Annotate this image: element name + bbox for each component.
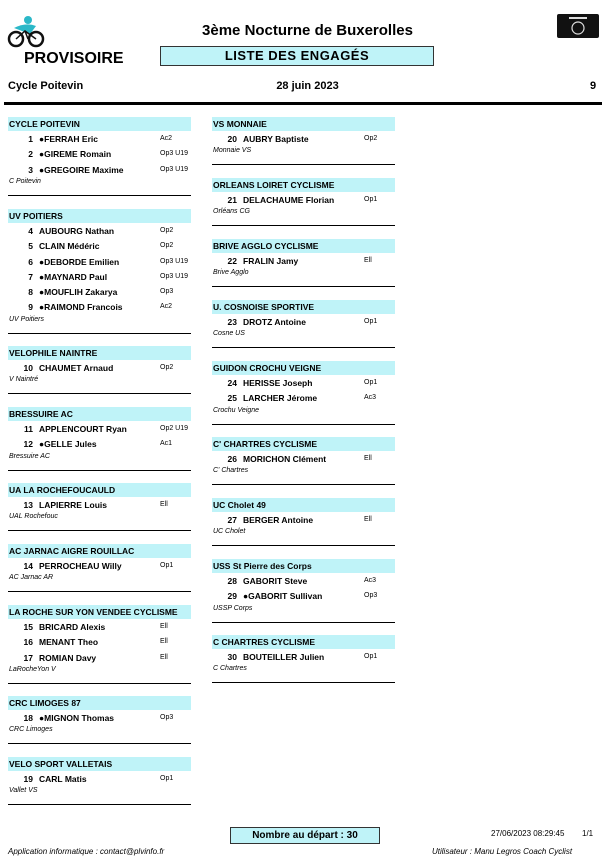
- club-short-name: UAL Rochefouc: [9, 513, 58, 521]
- departures-count: Nombre au départ : 30: [230, 827, 380, 844]
- rider-row: [212, 573, 395, 588]
- rider-row: [212, 131, 395, 146]
- rider-name: LARCHER Jérome: [243, 393, 318, 404]
- club-block: [212, 559, 395, 623]
- club-divider: [212, 286, 395, 287]
- rider-number: 18: [23, 713, 33, 723]
- club-block: [8, 346, 191, 394]
- rider-number: 4: [28, 226, 33, 236]
- rider-name: ●GABORIT Sullivan: [243, 591, 323, 602]
- rider-number: 19: [23, 774, 33, 784]
- rider-category: Ac3: [364, 577, 377, 584]
- club-divider: [212, 682, 395, 683]
- club-block: [212, 361, 395, 425]
- club-divider: [212, 622, 395, 623]
- club-short-name: Cosne US: [213, 330, 245, 338]
- rider-category: Ac1: [160, 440, 173, 448]
- rider-number: 11: [24, 424, 33, 434]
- rider-number: 26: [227, 454, 237, 464]
- rider-name: AUBOURG Nathan: [39, 226, 115, 236]
- rider-category: Ell: [364, 516, 372, 523]
- rider-category: Ell: [160, 623, 168, 630]
- rider-number: 3: [28, 164, 33, 175]
- rider-row: [8, 146, 191, 161]
- rider-row: [212, 375, 395, 390]
- rider-category: Op3: [364, 592, 378, 600]
- rider-number: 13: [23, 500, 33, 510]
- club-short-name: Orléans CG: [213, 208, 250, 216]
- club-divider: [8, 591, 191, 592]
- rider-number: 22: [227, 256, 237, 266]
- club-divider: [8, 804, 191, 805]
- organizer-name: Cycle Poitevin: [8, 80, 84, 92]
- rider-number: 2: [28, 149, 33, 160]
- club-block: [212, 239, 395, 287]
- club-divider: [212, 545, 395, 546]
- rider-row: [8, 269, 191, 284]
- club-name: GUIDON CROCHU VEIGNE: [212, 361, 395, 375]
- club-short-name: Vallet VS: [9, 787, 38, 795]
- list-title: LISTE DES ENGAGÉS: [160, 46, 434, 66]
- rider-category: Op3 U19: [160, 272, 189, 280]
- rider-name: PERROCHEAU Willy: [39, 561, 122, 571]
- club-short-name: AC Jarnac AR: [9, 574, 54, 582]
- club-short-name: C Poitevin: [9, 177, 41, 185]
- club-name: VELO SPORT VALLETAIS: [8, 757, 191, 771]
- club-short-name: Monnaie VS: [213, 147, 252, 155]
- club-short-name: USSP Corps: [213, 604, 253, 612]
- rider-category: Op1: [160, 775, 174, 782]
- rider-row: [212, 253, 395, 268]
- rider-row: [8, 497, 191, 512]
- rider-number: 28: [227, 576, 237, 586]
- rider-category: Op2: [364, 135, 378, 142]
- club-name: UC Cholet 49: [212, 498, 395, 512]
- club-name: UV POITIERS: [8, 209, 191, 223]
- rider-row: [8, 223, 191, 238]
- page-number: 1/1: [582, 829, 594, 838]
- club-block: [212, 635, 395, 683]
- club-divider: [212, 164, 395, 165]
- rider-row: [8, 299, 191, 314]
- rider-category: Op2: [160, 364, 174, 371]
- rider-name: CHAUMET Arnaud: [39, 363, 114, 373]
- app-info: Application informatique : contact@plvinfo.fr: [8, 847, 165, 856]
- club-block: [8, 605, 191, 684]
- rider-category: Op3 U19: [160, 257, 189, 265]
- rider-row: [8, 162, 191, 177]
- club-divider: [8, 530, 191, 531]
- rider-number: 29: [227, 591, 237, 602]
- rider-category: Op1: [364, 379, 378, 386]
- rider-category: Op2: [160, 227, 174, 234]
- club-name: UA LA ROCHEFOUCAULD: [8, 483, 191, 497]
- club-name: VELOPHILE NAINTRE: [8, 346, 191, 360]
- rider-row: [212, 451, 395, 466]
- timestamp: 27/06/2023 08:29:45: [491, 829, 565, 838]
- rider-name: ●MIGNON Thomas: [39, 713, 115, 723]
- rider-category: Op1: [160, 562, 174, 569]
- rider-number: 12: [23, 439, 33, 450]
- club-divider: [8, 333, 191, 334]
- rider-name: ●MAYNARD Paul: [39, 271, 108, 282]
- rider-name: AUBRY Baptiste: [243, 134, 309, 144]
- rider-row: [8, 634, 191, 649]
- rider-row: [8, 421, 191, 436]
- club-short-name: Bressuire AC: [9, 452, 50, 460]
- rider-row: [212, 649, 395, 664]
- rider-name: BRICARD Alexis: [39, 622, 106, 632]
- club-name: U. COSNOISE SPORTIVE: [212, 300, 395, 314]
- rider-row: [212, 314, 395, 329]
- club-short-name: LaRocheYon V: [9, 665, 56, 673]
- rider-row: [212, 512, 395, 527]
- club-short-name: UC Cholet: [213, 528, 246, 536]
- header-count: 9: [590, 80, 597, 92]
- club-block: [212, 498, 395, 546]
- rider-row: [8, 131, 191, 146]
- rider-number: 25: [227, 393, 237, 404]
- rider-number: 14: [23, 561, 33, 571]
- club-short-name: Brive Agglo: [213, 269, 249, 277]
- rider-category: Op3: [160, 288, 174, 296]
- user-info: Utilisateur : Manu Legros Coach Cyclist: [432, 847, 573, 856]
- rider-number: 10: [23, 363, 33, 373]
- rider-name: BERGER Antoine: [243, 515, 314, 525]
- rider-name: LAPIERRE Louis: [39, 500, 108, 510]
- rider-row: [8, 650, 191, 665]
- rider-name: CLAIN Médéric: [39, 241, 100, 252]
- rider-name: HERISSE Joseph: [243, 378, 313, 388]
- club-divider: [212, 484, 395, 485]
- rider-number: 7: [28, 271, 33, 282]
- rider-category: Ac2: [160, 135, 173, 142]
- rider-row: [8, 558, 191, 573]
- rider-category: Op2 U19: [160, 425, 189, 432]
- club-divider: [8, 195, 191, 196]
- club-short-name: C' Chartres: [213, 467, 249, 475]
- event-title: 3ème Nocturne de Buxerolles: [202, 22, 413, 39]
- club-block: [212, 437, 395, 485]
- club-name: CYCLE POITEVIN: [8, 117, 191, 131]
- rider-name: ●GREGOIRE Maxime: [39, 164, 124, 175]
- rider-name: ●GELLE Jules: [39, 439, 97, 450]
- rider-name: DELACHAUME Florian: [243, 195, 335, 205]
- rider-category: Ell: [364, 257, 372, 264]
- club-block: [8, 757, 191, 805]
- rider-name: ●MOUFLIH Zakarya: [39, 287, 118, 298]
- club-name: VS MONNAIE: [212, 117, 395, 131]
- rider-category: Ell: [364, 455, 372, 462]
- club-divider: [8, 743, 191, 744]
- rider-number: 27: [227, 515, 237, 525]
- club-block: [8, 209, 191, 334]
- club-short-name: UV Poitiers: [9, 315, 45, 323]
- rider-category: Op3 U19: [160, 165, 189, 173]
- club-divider: [212, 225, 395, 226]
- rider-name: FRALIN Jamy: [243, 256, 299, 266]
- club-name: ORLEANS LOIRET CYCLISME: [212, 178, 395, 192]
- rider-number: 1: [28, 134, 33, 144]
- rider-row: [8, 710, 191, 725]
- club-block: [8, 407, 191, 471]
- club-name: BRIVE AGGLO CYCLISME: [212, 239, 395, 253]
- rider-name: ●RAIMOND Francois: [39, 302, 123, 313]
- status-label: PROVISOIRE: [24, 50, 124, 67]
- rider-category: Ac3: [364, 394, 377, 402]
- rider-name: APPLENCOURT Ryan: [39, 424, 127, 434]
- rider-row: [8, 360, 191, 375]
- club-divider: [8, 470, 191, 471]
- club-divider: [8, 683, 191, 684]
- rider-category: Op2: [160, 242, 174, 250]
- event-date: 28 juin 2023: [276, 80, 339, 92]
- rider-category: Ell: [160, 638, 168, 646]
- club-divider: [212, 424, 395, 425]
- rider-category: Op1: [364, 653, 378, 660]
- club-name: LA ROCHE SUR YON VENDEE CYCLISME: [8, 605, 191, 619]
- rider-row: [8, 619, 191, 634]
- club-block: [212, 178, 395, 226]
- rider-row: [8, 254, 191, 269]
- rider-name: BOUTEILLER Julien: [243, 652, 325, 662]
- rider-number: 23: [227, 317, 237, 327]
- header-divider: [4, 102, 602, 105]
- rider-row: [8, 771, 191, 786]
- rider-row: [8, 436, 191, 451]
- rider-number: 20: [227, 134, 237, 144]
- rider-name: ●GIREME Romain: [39, 149, 112, 160]
- club-name: C CHARTRES CYCLISME: [212, 635, 395, 649]
- rider-number: 17: [23, 652, 33, 663]
- club-block: [8, 696, 191, 744]
- rider-category: Ac2: [160, 303, 173, 311]
- rider-category: Op1: [364, 318, 378, 325]
- rider-category: Ell: [160, 653, 168, 661]
- rider-number: 16: [23, 637, 33, 648]
- rider-name: CARL Matis: [39, 774, 87, 784]
- club-short-name: Crochu Veigne: [213, 406, 260, 414]
- club-short-name: CRC Limoges: [9, 726, 53, 734]
- rider-name: ●FERRAH Eric: [39, 134, 98, 144]
- rider-number: 21: [227, 195, 237, 205]
- rider-name: MENANT Theo: [39, 637, 99, 648]
- club-name: USS St Pierre des Corps: [212, 559, 395, 573]
- club-block: [8, 544, 191, 592]
- rider-row: [8, 238, 191, 253]
- rider-number: 30: [227, 652, 237, 662]
- club-divider: [212, 347, 395, 348]
- rider-number: 9: [28, 302, 33, 313]
- rider-category: Op3: [160, 714, 174, 721]
- rider-row: [212, 390, 395, 405]
- rider-name: DROTZ Antoine: [243, 317, 306, 327]
- rider-name: ●DEBORDE Emilien: [39, 256, 120, 267]
- rider-name: MORICHON Clément: [243, 454, 327, 464]
- rider-number: 5: [28, 241, 33, 252]
- rider-category: Ell: [160, 501, 168, 508]
- rider-number: 15: [23, 622, 33, 632]
- club-name: C' CHARTRES CYCLISME: [212, 437, 395, 451]
- rider-category: Op3 U19: [160, 150, 189, 158]
- club-block: [8, 483, 191, 531]
- rider-number: 24: [227, 378, 237, 388]
- rider-row: [8, 284, 191, 299]
- club-block: [212, 300, 395, 348]
- rider-name: ROMIAN Davy: [39, 652, 97, 663]
- club-short-name: C Chartres: [213, 665, 247, 673]
- rider-number: 8: [28, 287, 33, 298]
- rider-row: [212, 192, 395, 207]
- club-name: BRESSUIRE AC: [8, 407, 191, 421]
- club-divider: [8, 393, 191, 394]
- club-block: [8, 117, 191, 196]
- club-short-name: V Naintré: [9, 376, 39, 384]
- rider-row: [212, 588, 395, 603]
- club-name: AC JARNAC AIGRE ROUILLAC: [8, 544, 191, 558]
- club-block: [212, 117, 395, 165]
- rider-category: Op1: [364, 196, 378, 203]
- rider-name: GABORIT Steve: [243, 576, 308, 586]
- rider-number: 6: [28, 256, 33, 267]
- club-name: CRC LIMOGES 87: [8, 696, 191, 710]
